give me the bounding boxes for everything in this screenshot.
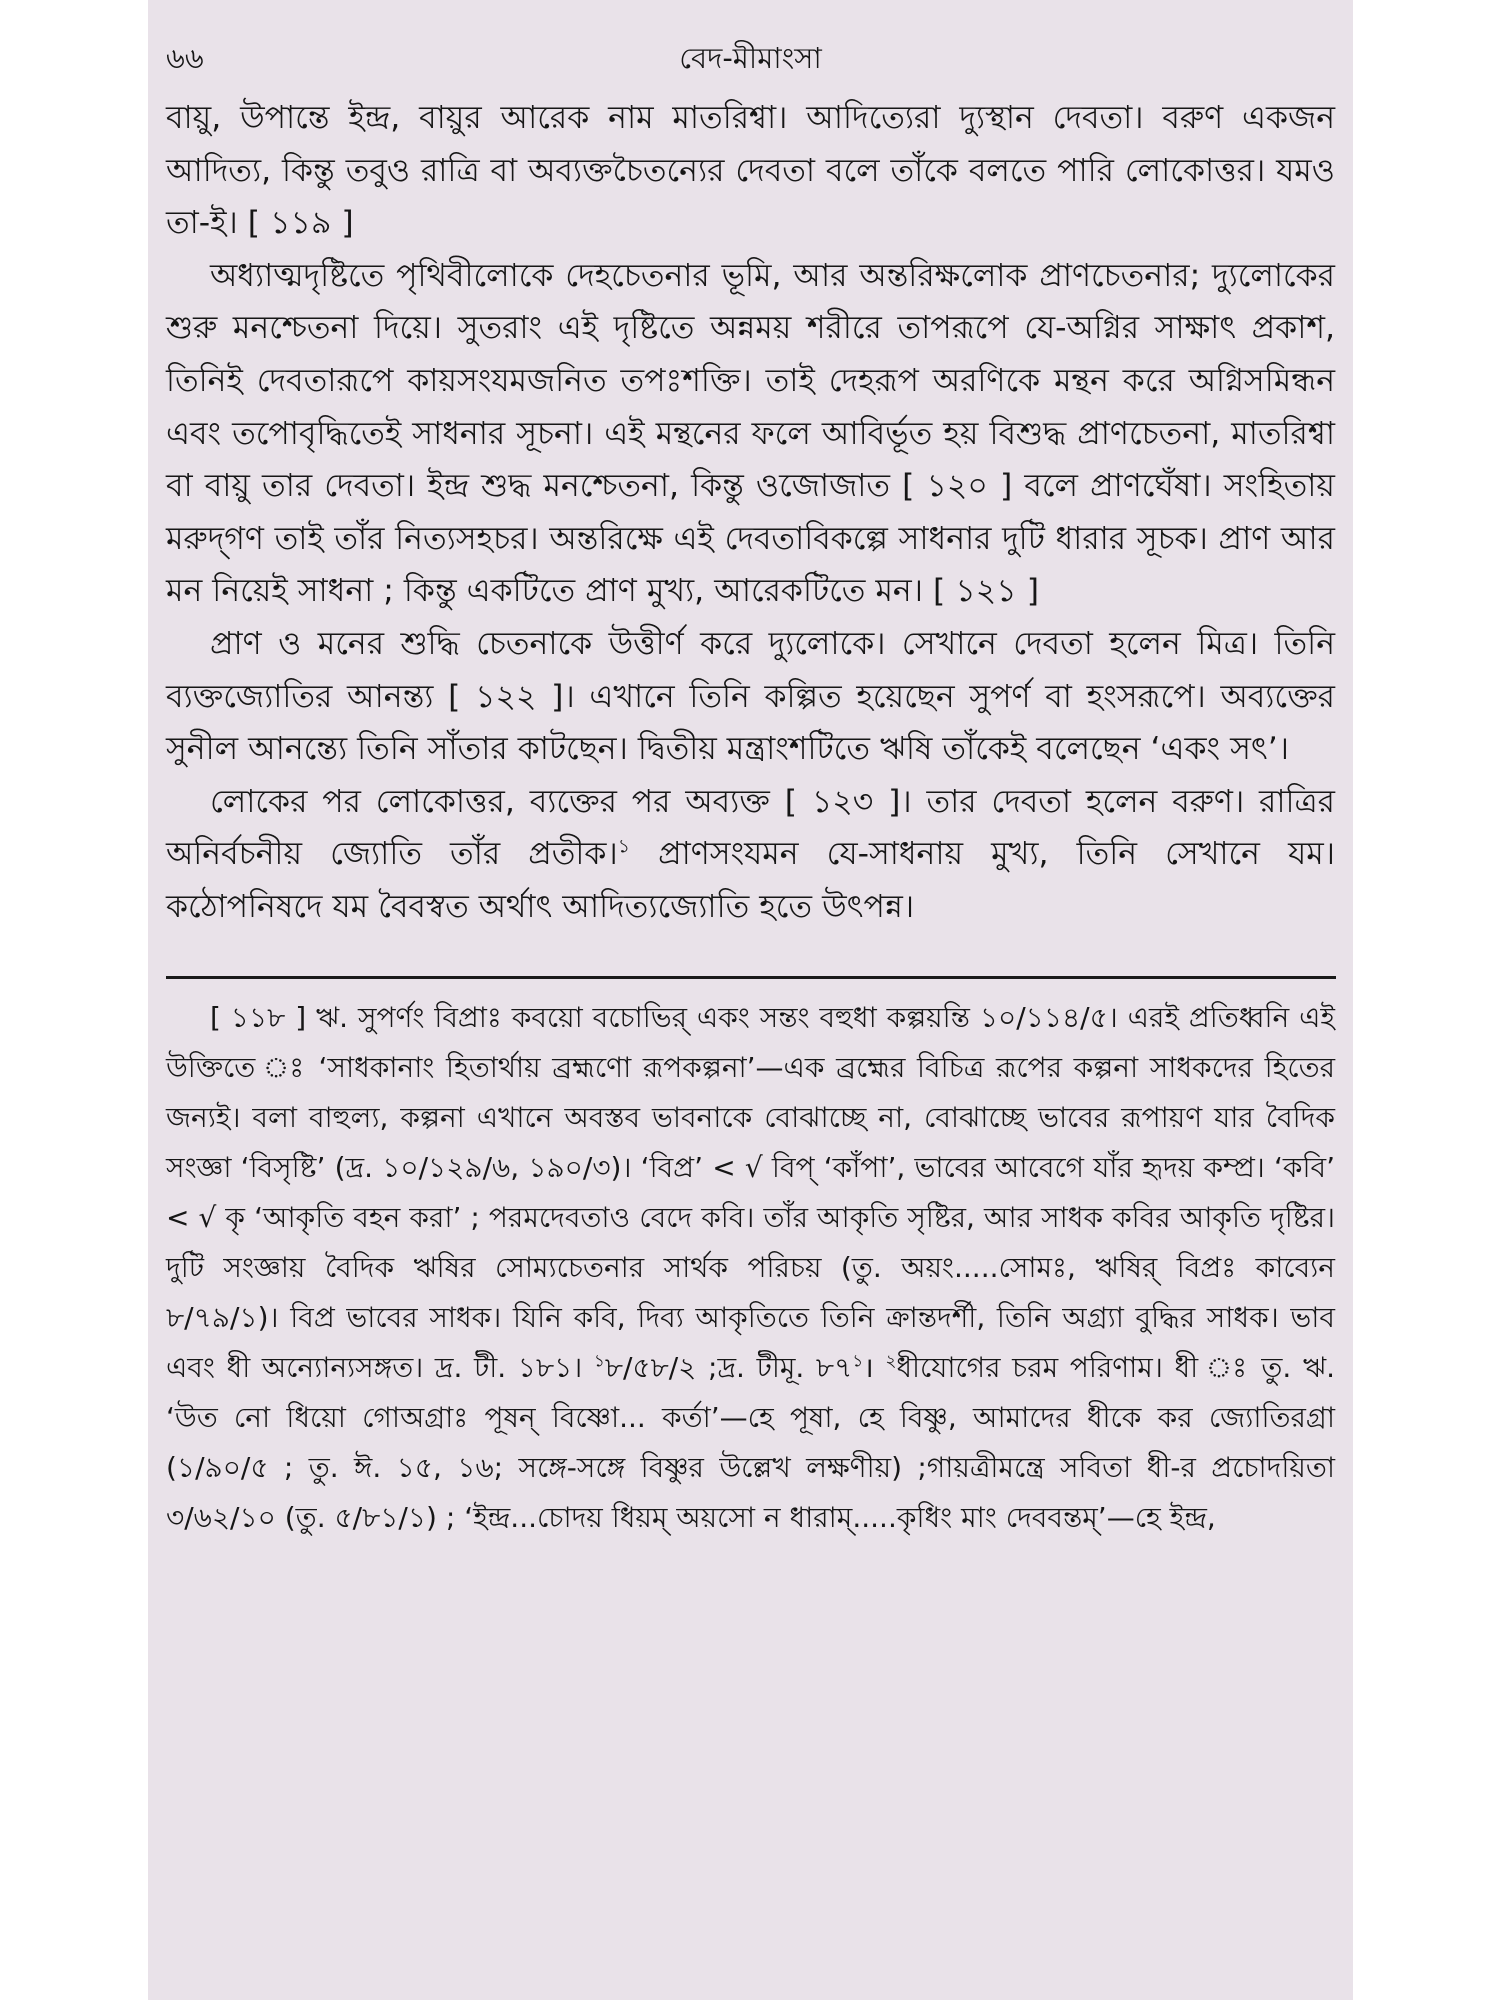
footnote-divider: [166, 976, 1336, 979]
page-number: ৬৬: [166, 41, 204, 75]
book-page: [148, 0, 1353, 2000]
paragraph-4: [166, 776, 1335, 934]
footnotes: [166, 993, 1335, 1543]
footnote-text: [ ১১৮ ] ঋ. সুপর্ণং বিপ্রাঃ কবয়ো বচোভির্‌ একং সন্তং বহুধা কল্পয়ন্তি ১০/১১৪/৫। এরই প্রতিধ্বনি এই উক্তিতে ঃ ‘সাধকানাং হিতার্থায় ব্রহ্মণো রূপকল্পনা’—এক ব্রহ্মের বিচিত্র রূপের কল্পনা সাধকদের হিতের জন্যই। বলা বাহুল্য, কল্পনা এখানে অবস্তব ভাবনাকে বোঝাচ্ছে না, বোঝাচ্ছে ভাবের রূপায়ণ যার বৈদিক সংজ্ঞা ‘বিসৃষ্টি’ (দ্র. ১০/১২৯/৬, ১৯০/৩)। ‘বিপ্র’ < √ বিপ্‌ ‘কাঁপা’, ভাবের আবেগে যাঁর হৃদয় কম্প্র। ‘কবি’ < √ কৃ ‘আকৃতি বহন করা’ ; পরমদেবতাও বেদে কবি। তাঁর আকৃতি সৃষ্টির, আর সাধক কবির আকৃতি দৃষ্টির। দুটি সংজ্ঞায় বৈদিক ঋষির সোম্যচেতনার সার্থক পরিচয় (তু. অয়ং.....সোমঃ, ঋষির্‌ বিপ্রঃ কাব্যেন ৮/৭৯/১)। বিপ্র ভাবের সাধক। যিনি কবি, দিব্য আকৃতিতে তিনি ক্রান্তদর্শী, তিনি অগ্র্যা বুদ্ধির সাধক। ভাব এবং ধী অন্যোন্যসঙ্গত। দ্র. টী. ১৮১।: [166, 1000, 1335, 1384]
footnote-rest: ধীযোগের চরম পরিণাম। ধী ঃ তু. ঋ. ‘উত নো ধিয়ো গোঅগ্রাঃ পূষন্‌ বিষ্ণো... কর্তা’—হে পূষা, হে বিষ্ণু, আমাদের ধীকে কর জ্যোতিরগ্রা (১/৯০/৫ ; তু. ঈ. ১৫, ১৬; সঙ্গে-সঙ্গে বিষ্ণুর উল্লেখ লক্ষণীয়) ;গায়ত্রীমন্ত্রে সবিতা ধী-র প্রচোদয়িতা ৩/৬২/১০ (তু. ৫/৮১/১) ; ‘ইন্দ্র...চোদয় ধিয়ম্‌ অয়সো ন ধারাম্‌.....কৃধিং মাং দেববন্তম্‌’—হে ইন্দ্র,: [166, 1350, 1335, 1534]
footnote-sup-1: ১: [593, 1350, 605, 1371]
paragraph-1: বায়ু, উপান্তে ইন্দ্র, বায়ুর আরেক নাম মাতরিশ্বা। আদিত্যেরা দ্যুস্থান দেবতা। বরুণ একজন আদিত্য, কিন্তু তবুও রাত্রি বা অব্যক্তচৈতন্যের দেবতা বলে তাঁকে বলতে পারি লোকোত্তর। যমও তা-ই। [ ১১৯ ]: [166, 100, 1335, 242]
paragraph-3: প্রাণ ও মনের শুদ্ধি চেতনাকে উত্তীর্ণ করে দ্যুলোকে। সেখানে দেবতা হলেন মিত্র। তিনি ব্যক্তজ্যোতির আনন্ত্য [ ১২২ ]। এখানে তিনি কল্পিত হয়েছেন সুপর্ণ বা হংসরূপে। অব্যক্তের সুনীল আনন্ত্যে তিনি সাঁতার কাটছেন। দ্বিতীয় মন্ত্রাংশটিতে ঋষি তাঁকেই বলেছেন ‘একং সৎ’।: [166, 625, 1335, 768]
page-header: [166, 30, 1335, 82]
running-title: বেদ-মীমাংসা: [679, 41, 822, 75]
paragraph-4-part-a: লোকের পর লোকোত্তর, ব্যক্তের পর অব্যক্ত [ ১২৩ ]। তার দেবতা হলেন বরুণ। রাত্রির অনির্বচনীয় জ্যোতি তাঁর প্রতীক।: [166, 783, 1335, 873]
footnote-sup-3: ২: [885, 1350, 897, 1371]
paragraph-4-part-b: প্রাণসংযমন যে-সাধনায় মুখ্য, তিনি সেখানে যম। কঠোপনিষদে যম বৈবস্বত অর্থাৎ আদিত্যজ্যোতি হতে উৎপন্ন।: [166, 836, 1335, 925]
footnote-mid-1: ৮/৫৮/২ ;দ্র. টীমূ. ৮৭: [604, 1350, 853, 1384]
footnote-118: [166, 993, 1335, 1543]
paragraph-2: অধ্যাত্মদৃষ্টিতে পৃথিবীলোকে দেহচেতনার ভূমি, আর অন্তরিক্ষলোক প্রাণচেতনার; দ্যুলোকের শুরু মনশ্চেতনা দিয়ে। সুতরাং এই দৃষ্টিতে অন্নময় শরীরে তাপরূপে যে-অগ্নির সাক্ষাৎ প্রকাশ, তিনিই দেবতারূপে কায়সংযমজনিত তপঃশক্তি। তাই দেহরূপ অরণিকে মন্থন করে অগ্নিসমিন্ধন এবং তপোবৃদ্ধিতেই সাধনার সূচনা। এই মন্থনের ফলে আবির্ভূত হয় বিশুদ্ধ প্রাণচেতনা, মাতরিশ্বা বা বায়ু তার দেবতা। ইন্দ্র শুদ্ধ মনশ্চেতনা, কিন্তু ওজোজাত [ ১২০ ] বলে প্রাণঘেঁষা। সংহিতায় মরুদ্‌গণ তাই তাঁর নিত্যসহচর। অন্তরিক্ষে এই দেবতাবিকল্পে সাধনার দুটি ধারার সূচক। প্রাণ আর মন নিয়েই সাধনা ; কিন্তু একটিতে প্রাণ মুখ্য, আরেকটিতে মন। [ ১২১ ]: [166, 257, 1335, 610]
footnote-mid-2: ।: [863, 1350, 886, 1384]
main-text: [166, 92, 1335, 934]
footnote-sup-2: ১: [852, 1350, 864, 1371]
footnote-marker: ১: [617, 835, 630, 858]
